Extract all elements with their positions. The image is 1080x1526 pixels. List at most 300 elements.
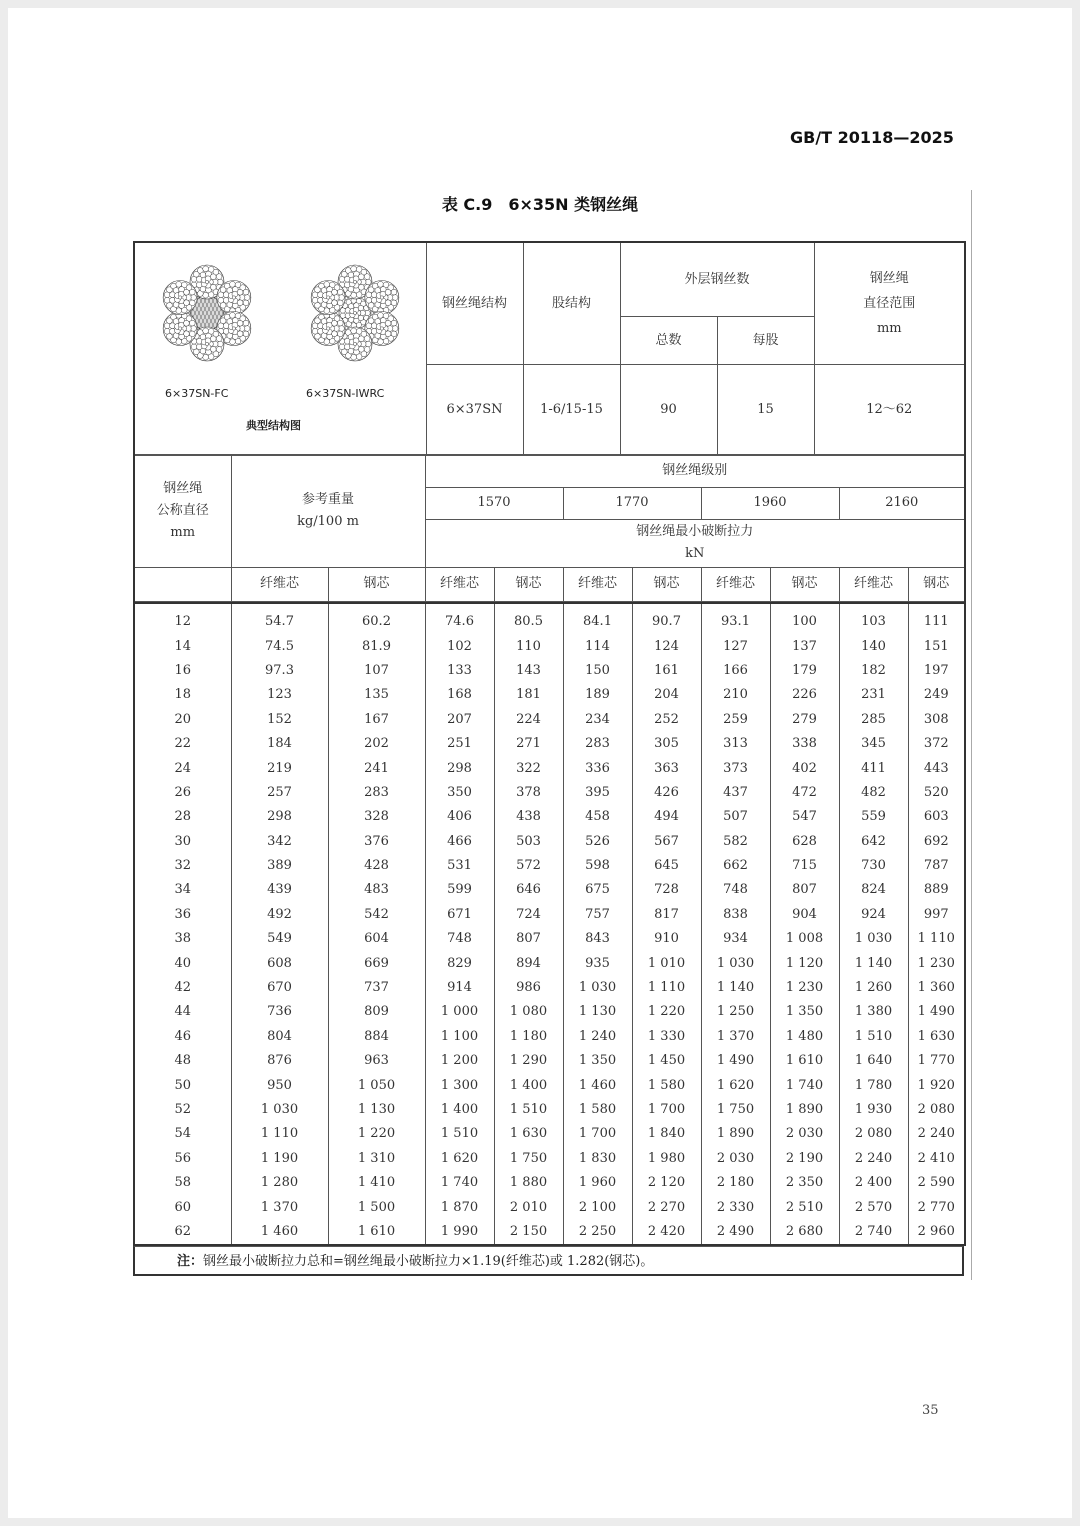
table-cell: 2 960 [908, 1219, 965, 1244]
table-cell: 42 [134, 975, 231, 999]
table-cell: 599 [425, 878, 494, 902]
table-cell: 1 630 [494, 1122, 563, 1146]
table-cell: 889 [908, 878, 965, 902]
table-cell: 531 [425, 853, 494, 877]
table-cell: 963 [328, 1049, 425, 1073]
table-cell: 152 [231, 707, 328, 731]
table-cell: 328 [328, 805, 425, 829]
table-cell: 2 740 [839, 1219, 908, 1244]
table-cell: 252 [632, 707, 701, 731]
table-cell: 910 [632, 927, 701, 951]
table-cell: 204 [632, 683, 701, 707]
table-cell: 567 [632, 829, 701, 853]
table-cell: 308 [908, 707, 965, 731]
table-cell: 549 [231, 927, 328, 951]
table-cell: 402 [770, 756, 839, 780]
value-outer-per-strand: 15 [717, 364, 814, 454]
table-cell: 438 [494, 805, 563, 829]
header-outer-wires: 外层钢丝数 [620, 242, 814, 316]
table-cell: 547 [770, 805, 839, 829]
table-cell: 1 880 [494, 1170, 563, 1194]
table-cell: 219 [231, 756, 328, 780]
table-cell: 279 [770, 707, 839, 731]
table-cell: 62 [134, 1219, 231, 1244]
table-cell: 950 [231, 1073, 328, 1097]
value-diameter-range: 12～62 [814, 364, 965, 454]
table-cell: 197 [908, 658, 965, 682]
table-cell: 2 240 [839, 1146, 908, 1170]
table-cell: 1 008 [770, 927, 839, 951]
table-cell: 16 [134, 658, 231, 682]
grade-1770: 1770 [563, 487, 701, 519]
table-cell: 1 360 [908, 975, 965, 999]
table-cell: 1 870 [425, 1195, 494, 1219]
value-outer-total: 90 [620, 364, 717, 454]
grade-1960: 1960 [701, 487, 839, 519]
table-cell: 2 490 [701, 1219, 770, 1244]
core-type-label: 纤维芯 [425, 567, 494, 601]
table-cell: 728 [632, 878, 701, 902]
table-cell: 298 [425, 756, 494, 780]
diagram-caption: 典型结构图 [246, 419, 301, 433]
table-cell: 730 [839, 853, 908, 877]
table-cell: 140 [839, 634, 908, 658]
table-cell: 1 220 [328, 1122, 425, 1146]
table-cell: 876 [231, 1049, 328, 1073]
table-cell: 1 120 [770, 951, 839, 975]
table-cell: 1 460 [563, 1073, 632, 1097]
table-cell: 807 [494, 927, 563, 951]
table-cell: 182 [839, 658, 908, 682]
table-cell: 234 [563, 707, 632, 731]
table-cell: 283 [328, 780, 425, 804]
table-cell: 1 030 [231, 1097, 328, 1121]
table-cell: 48 [134, 1049, 231, 1073]
table-cell: 1 580 [563, 1097, 632, 1121]
table-row [134, 603, 965, 634]
table-cell: 80.5 [494, 603, 563, 634]
table-cell: 1 960 [563, 1170, 632, 1194]
table-cell: 1 050 [328, 1073, 425, 1097]
page-number: 35 [922, 1403, 939, 1418]
table-cell: 74.6 [425, 603, 494, 634]
table-cell: 1 640 [839, 1049, 908, 1073]
value-rope-structure: 6×37SN [426, 364, 523, 454]
table-cell: 90.7 [632, 603, 701, 634]
table-cell: 93.1 [701, 603, 770, 634]
table-cell: 100 [770, 603, 839, 634]
table-cell: 345 [839, 731, 908, 755]
header-strand-structure: 股结构 [523, 242, 620, 364]
table-cell: 662 [701, 853, 770, 877]
table-cell: 492 [231, 902, 328, 926]
standard-id: GB/T 20118—2025 [790, 128, 954, 147]
diagram-label-iwrc: 6×37SN-IWRC [306, 387, 385, 401]
table-cell: 736 [231, 1000, 328, 1024]
table-cell: 189 [563, 683, 632, 707]
rope-table [133, 241, 964, 1276]
table-cell: 107 [328, 658, 425, 682]
table-cell: 494 [632, 805, 701, 829]
table-cell: 81.9 [328, 634, 425, 658]
table-cell: 2 590 [908, 1170, 965, 1194]
table-cell: 102 [425, 634, 494, 658]
table-cell: 428 [328, 853, 425, 877]
table-cell: 32 [134, 853, 231, 877]
table-row [134, 878, 965, 902]
table-cell: 2 080 [908, 1097, 965, 1121]
table-cell: 1 620 [425, 1146, 494, 1170]
table-cell: 1 260 [839, 975, 908, 999]
core-type-label: 钢芯 [494, 567, 563, 601]
table-cell: 2 510 [770, 1195, 839, 1219]
table-cell: 1 400 [494, 1073, 563, 1097]
table-row [134, 853, 965, 877]
table-row [134, 1195, 965, 1219]
table-cell: 1 510 [494, 1097, 563, 1121]
core-type-label: 钢芯 [328, 567, 425, 601]
table-cell: 1 190 [231, 1146, 328, 1170]
table-cell: 608 [231, 951, 328, 975]
table-cell: 2 270 [632, 1195, 701, 1219]
header-grade: 钢丝绳级别 [425, 455, 965, 487]
table-cell: 285 [839, 707, 908, 731]
table-cell: 642 [839, 829, 908, 853]
table-cell: 645 [632, 853, 701, 877]
table-cell: 143 [494, 658, 563, 682]
table-cell: 439 [231, 878, 328, 902]
table-cell: 40 [134, 951, 231, 975]
table-cell: 715 [770, 853, 839, 877]
table-cell: 520 [908, 780, 965, 804]
table-cell: 26 [134, 780, 231, 804]
table-cell: 935 [563, 951, 632, 975]
table-cell: 181 [494, 683, 563, 707]
table-cell: 1 890 [770, 1097, 839, 1121]
header-outer-total: 总数 [620, 316, 717, 364]
table-cell: 2 240 [908, 1122, 965, 1146]
table-cell: 54.7 [231, 603, 328, 634]
table-cell: 224 [494, 707, 563, 731]
table-cell: 202 [328, 731, 425, 755]
table-cell: 38 [134, 927, 231, 951]
table-row [134, 658, 965, 682]
table-cell: 692 [908, 829, 965, 853]
table-cell: 2 680 [770, 1219, 839, 1244]
table-cell: 904 [770, 902, 839, 926]
table-cell: 2 570 [839, 1195, 908, 1219]
table-cell: 389 [231, 853, 328, 877]
table-cell: 724 [494, 902, 563, 926]
header-outer-per-strand: 每股 [717, 316, 814, 364]
table-cell: 748 [425, 927, 494, 951]
table-cell: 257 [231, 780, 328, 804]
table-cell: 1 990 [425, 1219, 494, 1244]
table-cell: 22 [134, 731, 231, 755]
core-type-label: 纤维芯 [563, 567, 632, 601]
table-cell: 1 920 [908, 1073, 965, 1097]
rope-iwrc-cross-section [305, 263, 405, 363]
table-cell: 628 [770, 829, 839, 853]
table-cell: 111 [908, 603, 965, 634]
table-cell: 1 890 [701, 1122, 770, 1146]
table-cell: 2 120 [632, 1170, 701, 1194]
margin-line [971, 190, 972, 1280]
table-cell: 36 [134, 902, 231, 926]
table-cell: 1 620 [701, 1073, 770, 1097]
table-cell: 603 [908, 805, 965, 829]
table-cell: 1 230 [908, 951, 965, 975]
table-cell: 1 740 [770, 1073, 839, 1097]
table-cell: 46 [134, 1024, 231, 1048]
table-cell: 376 [328, 829, 425, 853]
table-cell: 507 [701, 805, 770, 829]
table-cell: 2 350 [770, 1170, 839, 1194]
table-cell: 838 [701, 902, 770, 926]
table-cell: 817 [632, 902, 701, 926]
table-cell: 426 [632, 780, 701, 804]
table-cell: 305 [632, 731, 701, 755]
table-cell: 787 [908, 853, 965, 877]
table-cell: 737 [328, 975, 425, 999]
table-row [134, 805, 965, 829]
table-cell: 1 100 [425, 1024, 494, 1048]
table-cell: 184 [231, 731, 328, 755]
table-cell: 52 [134, 1097, 231, 1121]
table-cell: 2 190 [770, 1146, 839, 1170]
table-cell: 482 [839, 780, 908, 804]
table-cell: 249 [908, 683, 965, 707]
table-cell: 44 [134, 1000, 231, 1024]
table-cell: 395 [563, 780, 632, 804]
table-cell: 1 410 [328, 1170, 425, 1194]
table-cell: 1 610 [328, 1219, 425, 1244]
table-cell: 572 [494, 853, 563, 877]
core-type-label: 钢芯 [908, 567, 965, 601]
table-cell: 675 [563, 878, 632, 902]
table-cell: 14 [134, 634, 231, 658]
header-breaking-force: 钢丝绳最小破断拉力 kN [425, 519, 965, 567]
table-cell: 809 [328, 1000, 425, 1024]
table-cell: 1 130 [563, 1000, 632, 1024]
table-row [134, 756, 965, 780]
table-cell: 2 100 [563, 1195, 632, 1219]
table-cell: 1 500 [328, 1195, 425, 1219]
table-cell: 824 [839, 878, 908, 902]
table-cell: 161 [632, 658, 701, 682]
table-cell: 241 [328, 756, 425, 780]
grade-1570: 1570 [425, 487, 563, 519]
table-title: 表 C.9 6×35N 类钢丝绳 [441, 195, 639, 214]
table-cell: 1 350 [770, 1000, 839, 1024]
table-cell: 1 770 [908, 1049, 965, 1073]
table-cell: 28 [134, 805, 231, 829]
table-cell: 458 [563, 805, 632, 829]
table-cell: 2 080 [839, 1122, 908, 1146]
table-cell: 1 580 [632, 1073, 701, 1097]
table-row [134, 1024, 965, 1048]
table-cell: 559 [839, 805, 908, 829]
table-cell: 56 [134, 1146, 231, 1170]
table-cell: 526 [563, 829, 632, 853]
table-cell: 804 [231, 1024, 328, 1048]
header-reference-weight: 参考重量 kg/100 m [231, 455, 425, 567]
table-row [134, 1170, 965, 1194]
table-cell: 1 490 [701, 1049, 770, 1073]
table-row [134, 829, 965, 853]
table-cell: 168 [425, 683, 494, 707]
table-cell: 1 230 [770, 975, 839, 999]
table-cell: 60 [134, 1195, 231, 1219]
data-table [133, 602, 966, 1246]
table-cell: 322 [494, 756, 563, 780]
table-cell: 124 [632, 634, 701, 658]
table-cell: 18 [134, 683, 231, 707]
table-cell: 582 [701, 829, 770, 853]
core-type-row [134, 567, 965, 601]
table-cell: 1 480 [770, 1024, 839, 1048]
table-cell: 50 [134, 1073, 231, 1097]
table-cell: 1 750 [701, 1097, 770, 1121]
table-cell: 1 280 [231, 1170, 328, 1194]
table-cell: 1 980 [632, 1146, 701, 1170]
core-type-label: 钢芯 [632, 567, 701, 601]
table-cell: 1 110 [231, 1122, 328, 1146]
table-cell: 12 [134, 603, 231, 634]
table-cell: 986 [494, 975, 563, 999]
table-cell: 2 010 [494, 1195, 563, 1219]
core-type-blank [134, 567, 231, 601]
table-cell: 1 370 [701, 1024, 770, 1048]
grade-2160: 2160 [839, 487, 965, 519]
table-note: 注：钢丝最小破断拉力总和=钢丝绳最小破断拉力×1.19(纤维芯)或 1.282(钢芯)。 [133, 1246, 964, 1276]
table-cell: 997 [908, 902, 965, 926]
table-cell: 1 030 [563, 975, 632, 999]
table-cell: 298 [231, 805, 328, 829]
table-row [134, 1049, 965, 1073]
table-cell: 884 [328, 1024, 425, 1048]
table-cell: 54 [134, 1122, 231, 1146]
table-cell: 748 [701, 878, 770, 902]
table-cell: 934 [701, 927, 770, 951]
table-row [134, 902, 965, 926]
table-cell: 669 [328, 951, 425, 975]
table-cell: 378 [494, 780, 563, 804]
table-cell: 671 [425, 902, 494, 926]
table-cell: 373 [701, 756, 770, 780]
table-cell: 74.5 [231, 634, 328, 658]
table-row [134, 707, 965, 731]
table-cell: 336 [563, 756, 632, 780]
table-cell: 1 030 [701, 951, 770, 975]
table-cell: 2 250 [563, 1219, 632, 1244]
table-cell: 1 140 [839, 951, 908, 975]
table-cell: 1 010 [632, 951, 701, 975]
table-cell: 123 [231, 683, 328, 707]
table-row [134, 951, 965, 975]
table-cell: 1 830 [563, 1146, 632, 1170]
table-cell: 1 380 [839, 1000, 908, 1024]
table-cell: 1 110 [908, 927, 965, 951]
table-row [134, 1000, 965, 1024]
diagram-cell [134, 242, 426, 454]
table-cell: 646 [494, 878, 563, 902]
table-cell: 1 740 [425, 1170, 494, 1194]
table-cell: 338 [770, 731, 839, 755]
table-cell: 1 510 [425, 1122, 494, 1146]
table-cell: 259 [701, 707, 770, 731]
table-cell: 1 310 [328, 1146, 425, 1170]
table-cell: 1 140 [701, 975, 770, 999]
table-row [134, 1146, 965, 1170]
table-cell: 372 [908, 731, 965, 755]
header-nominal-diameter: 钢丝绳 公称直径 mm [134, 455, 231, 567]
table-cell: 179 [770, 658, 839, 682]
table-cell: 1 350 [563, 1049, 632, 1073]
table-cell: 604 [328, 927, 425, 951]
table-cell: 1 400 [425, 1097, 494, 1121]
table-cell: 1 930 [839, 1097, 908, 1121]
table-cell: 1 700 [632, 1097, 701, 1121]
table-cell: 2 400 [839, 1170, 908, 1194]
table-cell: 110 [494, 634, 563, 658]
table-cell: 133 [425, 658, 494, 682]
table-cell: 166 [701, 658, 770, 682]
table-cell: 97.3 [231, 658, 328, 682]
table-cell: 2 330 [701, 1195, 770, 1219]
table-cell: 472 [770, 780, 839, 804]
table-cell: 271 [494, 731, 563, 755]
table-cell: 2 150 [494, 1219, 563, 1244]
core-type-label: 纤维芯 [231, 567, 328, 601]
table-cell: 251 [425, 731, 494, 755]
table-cell: 207 [425, 707, 494, 731]
table-cell: 1 080 [494, 1000, 563, 1024]
table-cell: 58 [134, 1170, 231, 1194]
table-cell: 1 000 [425, 1000, 494, 1024]
value-strand-structure: 1-6/15-15 [523, 364, 620, 454]
table-cell: 1 240 [563, 1024, 632, 1048]
table-cell: 1 750 [494, 1146, 563, 1170]
table-row [134, 634, 965, 658]
table-cell: 84.1 [563, 603, 632, 634]
table-cell: 1 780 [839, 1073, 908, 1097]
table-cell: 483 [328, 878, 425, 902]
table-row [134, 731, 965, 755]
grade-header-table [133, 455, 966, 602]
diagram-label-fc: 6×37SN-FC [165, 387, 229, 401]
table-cell: 151 [908, 634, 965, 658]
table-cell: 1 330 [632, 1024, 701, 1048]
table-cell: 342 [231, 829, 328, 853]
table-cell: 210 [701, 683, 770, 707]
table-cell: 829 [425, 951, 494, 975]
table-cell: 670 [231, 975, 328, 999]
table-cell: 1 130 [328, 1097, 425, 1121]
table-row [134, 780, 965, 804]
table-cell: 542 [328, 902, 425, 926]
table-cell: 114 [563, 634, 632, 658]
table-row [134, 975, 965, 999]
table-cell: 924 [839, 902, 908, 926]
table-cell: 1 110 [632, 975, 701, 999]
table-cell: 1 840 [632, 1122, 701, 1146]
table-cell: 283 [563, 731, 632, 755]
table-cell: 2 420 [632, 1219, 701, 1244]
table-row [134, 927, 965, 951]
table-cell: 1 610 [770, 1049, 839, 1073]
table-cell: 313 [701, 731, 770, 755]
